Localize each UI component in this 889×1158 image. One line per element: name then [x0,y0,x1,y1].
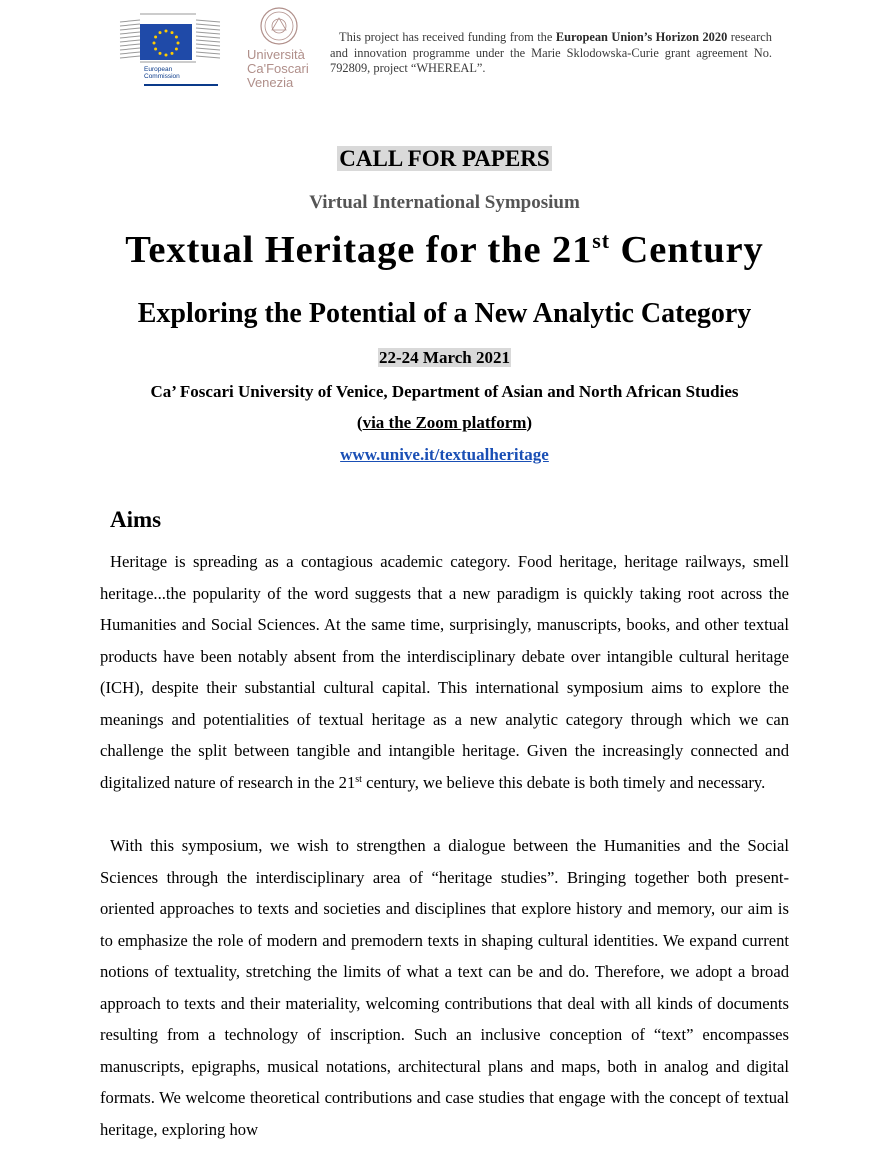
aims-paragraph-2: With this symposium, we wish to strengthen a dialogue between the Humanities and the Social Sciences through the interdisciplinary area of “heritage studies”. Bringing together both present-oriented approaches to texts and societies and disciplines that explore history and memory, our aim is to emphasize the role of modern and premodern texts in shaping cultural identities. We expand current notions of textuality, stretching the limits of what a text can be and do. Therefore, we adopt a broad approach to texts and their materiality, welcoming contributions that deal with all kinds of documents resulting from a technology of inscription. Such an inclusive conception of “text” encompasses manuscripts, epigraphs, musical notations, architectural plans and maps, both in analog and digital formats. We welcome theoretical contributions and case studies that engage with the concept of textual heritage, exploring how [100,836,789,1139]
title-end: Century [609,229,764,271]
ec-logo-underline [144,84,218,86]
symposium-type: Virtual International Symposium [309,192,580,213]
ec-label-line1: European [144,66,173,73]
zoom-platform-note [0,413,889,433]
funding-statement [330,30,772,77]
aims-paragraph-1 [100,546,789,798]
funding-text-end: research and innovation programme under the Marie Sklodowska-Curie grant agreement No. 792809, project “WHEREAL”. [330,30,772,76]
european-commission-logo [118,10,222,88]
call-for-papers-heading [0,146,889,172]
zoom-open-paren: ( [356,413,363,432]
ca-foscari-wordmark: Università Ca'Foscari Venezia [247,47,309,90]
ca-foscari-logo [247,6,323,94]
title-superscript: st [592,228,610,253]
ca-foscari-seal-icon [259,6,299,46]
ec-logo-label [144,66,180,80]
zoom-platform-text: via the Zoom platform [362,413,527,432]
aims-heading: Aims [110,507,162,532]
paragraph-1-superscript: st [355,773,362,785]
document-title [0,228,889,272]
event-website-link[interactable]: www.unive.it/textualheritage [340,445,549,464]
document-subtitle: Exploring the Potential of a New Analytic Category [137,298,752,329]
title-main: Textual Heritage for the 21 [125,229,593,271]
funding-text-start: This project has received funding from the [339,30,556,44]
event-dates [0,348,889,368]
paragraph-1-text-a: Heritage is spreading as a contagious academic category. Food heritage, heritage railways, smell heritage...the popularity of the word suggests that a new paradigm is quickly taking root across the Humanities and Social Sciences. At the same time, surprisingly, manuscripts, books, and other textual products have been notably absent from the interdisciplinary debate over intangible cultural heritage (ICH), despite their substantial cultural capital. This international symposium aims to explore the meanings and potentialities of textual heritage as a new analytic category through which we can challenge the split between tangible and intangible heritage. Given the increasingly connected and digitalized nature of research in the 21 [100,552,789,792]
call-for-papers-label: CALL FOR PAPERS [339,146,550,171]
event-dates-text: 22-24 March 2021 [379,348,510,367]
page-header [0,0,889,100]
ec-label-line2: Commission [144,73,180,80]
paragraph-1-text-b: century, we believe this debate is both timely and necessary. [361,772,766,792]
funding-programme-name: European Union’s Horizon 2020 [555,30,728,44]
zoom-close-paren: ) [526,413,533,432]
event-venue: Ca’ Foscari University of Venice, Department of Asian and North African Studies [150,382,739,401]
